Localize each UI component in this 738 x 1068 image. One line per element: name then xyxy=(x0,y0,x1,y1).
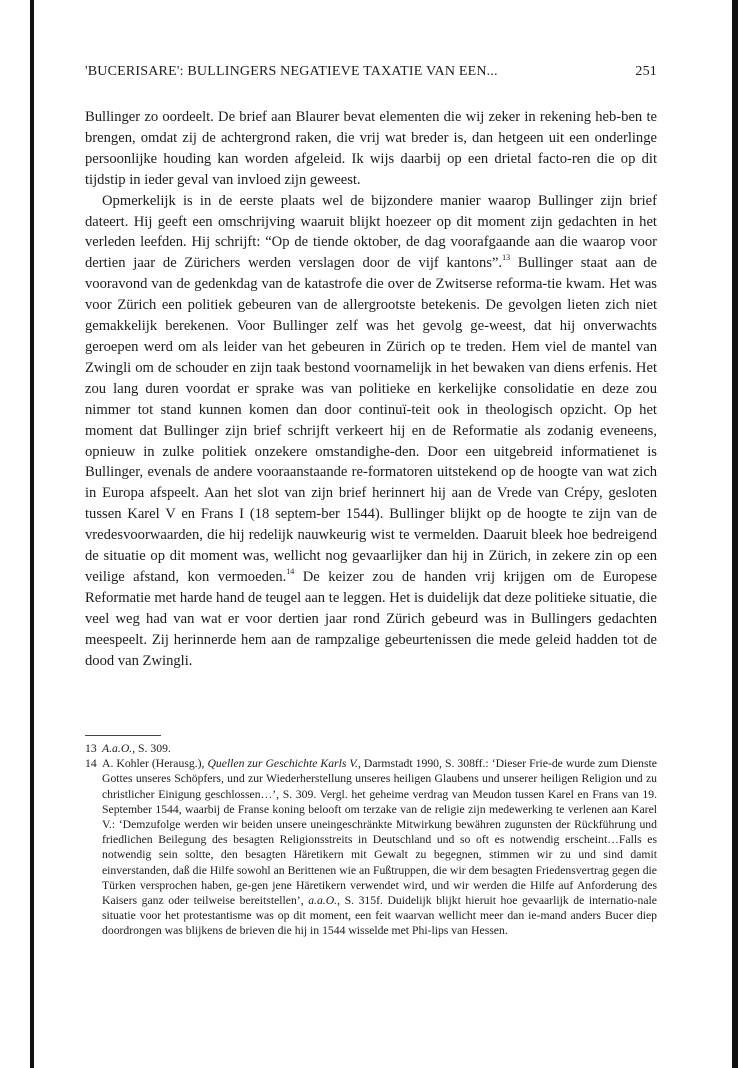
footnote xyxy=(85,741,657,756)
running-title: 'BUCERISARE': BULLINGERS NEGATIEVE TAXATIE VAN EEN... xyxy=(85,64,498,79)
page-edge-left xyxy=(30,0,34,1068)
footnote-number: 13 xyxy=(85,742,97,755)
paragraph: Bullinger zo oordeelt. De brief aan Blaurer bevat elementen die wij zeker in rekening heb-ben te brengen, omdat zij de achtergrond raken, die vrij wat breder is, dan hetgeen uit een onderlinge persoonlijke houding kan worden afgeleid. Ik wijs daarbij op een drietal facto-ren die op dit tijdstip in ieder geval van invloed zijn geweest. xyxy=(85,109,657,188)
footnote-text: A. Kohler (Herausg.), Quellen zur Geschichte Karls V., Darmstadt 1990, S. 308ff.: ‘Dieser Frie-de wurde zum Dienste Gottes unseres Schöpfers, und zur Wiederherstellung unseres heiligen Glaubens und unserer heiligen Religion und zu christlicher Einigung geschlossen…’, S. 309. Vergl. het geheime verdrag van Meudon tussen Karel en Frans van 19. September 1544, waarbij de Franse koning belooft om terzake van de religie zijn medewerking te verlenen aan Karel V.: ‘Demzufolge werden wir beiden unsere uneingeschränkte Mitwirkung bewähren zugunsten der Rückführung und friedlichen Beilegung des besagten Religionsstreits in Deutschland und so oft es notwendig erscheint…Falls es notwendig sein soltte, den besagten Häretikern mit Gewalt zu begegnen, stimmen wir zu und sind damit einverstanden, daß die Hilfe sowohl an Berittenen wie an Fußtruppen, die wir dem besagten Friedensvertrag gegen die Türken versprochen haben, ge-gen jene Häretikern verwendet wird, und wir werden die Hilfe auf Anforderung des Kaisers ganz oder teilweise bereitstellen’, a.a.O., S. 315f. Duidelijk blijkt hieruit hoe gevaarlijk de internatio-nale situatie voor het protestantisme was op dit moment, een feit waarvan wellicht meer dan ie-mand anders Bucer diep doordrongen was blijkens de brieven die hij in 1544 wisselde met Phi-lips van Hessen. xyxy=(102,757,657,938)
body-text xyxy=(85,107,657,671)
running-header xyxy=(85,64,657,86)
footnote-ref[interactable]: 14 xyxy=(286,566,295,576)
paragraph: Opmerkelijk is in de eerste plaats wel de bijzondere manier waarop Bullinger zijn brief dateert. Hij geeft een omschrijving waaruit blijkt hoezeer op dit moment zijn gedachten in het verleden leefden. Hij schrijft: “Op de tiende oktober, de dag voorafgaande aan die waarop voor dertien jaar de Zürichers werden verslagen door de vijf kantons”.$^{13}$ Bullinger staat aan de vooravond van de gedenkdag van de katastrofe die over de Zwitserse reforma-tie kwam. Het was voor Zürich een politiek gebeuren van de allergrootste betekenis. De gevolgen lieten zich niet gemakkelijk berekenen. Voor Bullinger zelf was het gevolg ge-weest, dat hij onverwachts geroepen werd om als leider van het gebeuren in Zürich op te treden. Hem viel de mantel van Zwingli om de schouder en zijn taak bestond voornamelijk in het bewaken van diens erfenis. Het zou lang duren voordat er sprake was van politieke en kerkelijke consolidatie en deze zou nimmer tot stand kunnen komen dan door continuï-teit ook in theologisch opzicht. Op het moment dat Bullinger zijn brief schrijft verkeert hij en de Reformatie als zodanig eveneens, opnieuw in zulke politiek onzekere omstandighe-den. Door een uitgebreid informatienet is Bullinger, evenals de andere vooraanstaande re-formatoren uitstekend op de hoogte van wat zich in Europa afspeelt. Aan het slot van zijn brief herinnert hij aan de Vrede van Crépy, gesloten tussen Karel V en Frans I (18 septem-ber 1544). Bullinger blijkt op de hoogte te zijn van de vredesvoorwaarden, die hij redelijk nauwkeurig wist te vermelden. Daaruit bleek hoe bedreigend de situatie op dit moment was, wellicht nog gevaarlijker dan hij in Zürich, in zekere zin op een veilige afstand, kon vermoeden.$^{14}$ De keizer zou de handen vrij krijgen om de Europese Reformatie met harde hand de teugel aan te leggen. Het is duidelijk dat deze politieke situatie, die veel weg had van wat er voor dertien jaar rond Zürich gebeurd was in Bullingers gedachten meespeelt. Zij herinnerde hem aan de rampzalige gebeurtenissen die mede geleid hadden tot de dood van Zwingli. xyxy=(85,192,657,669)
footnotes xyxy=(85,741,657,939)
footnote-number: 14 xyxy=(85,757,97,771)
footnote-ref[interactable]: 13 xyxy=(502,253,511,263)
page-number: 251 xyxy=(635,64,657,79)
footnote-separator xyxy=(85,735,161,736)
footnote-text: A.a.O., S. 309. xyxy=(102,742,171,755)
page-edge-right xyxy=(732,0,738,1068)
footnote xyxy=(85,756,657,938)
